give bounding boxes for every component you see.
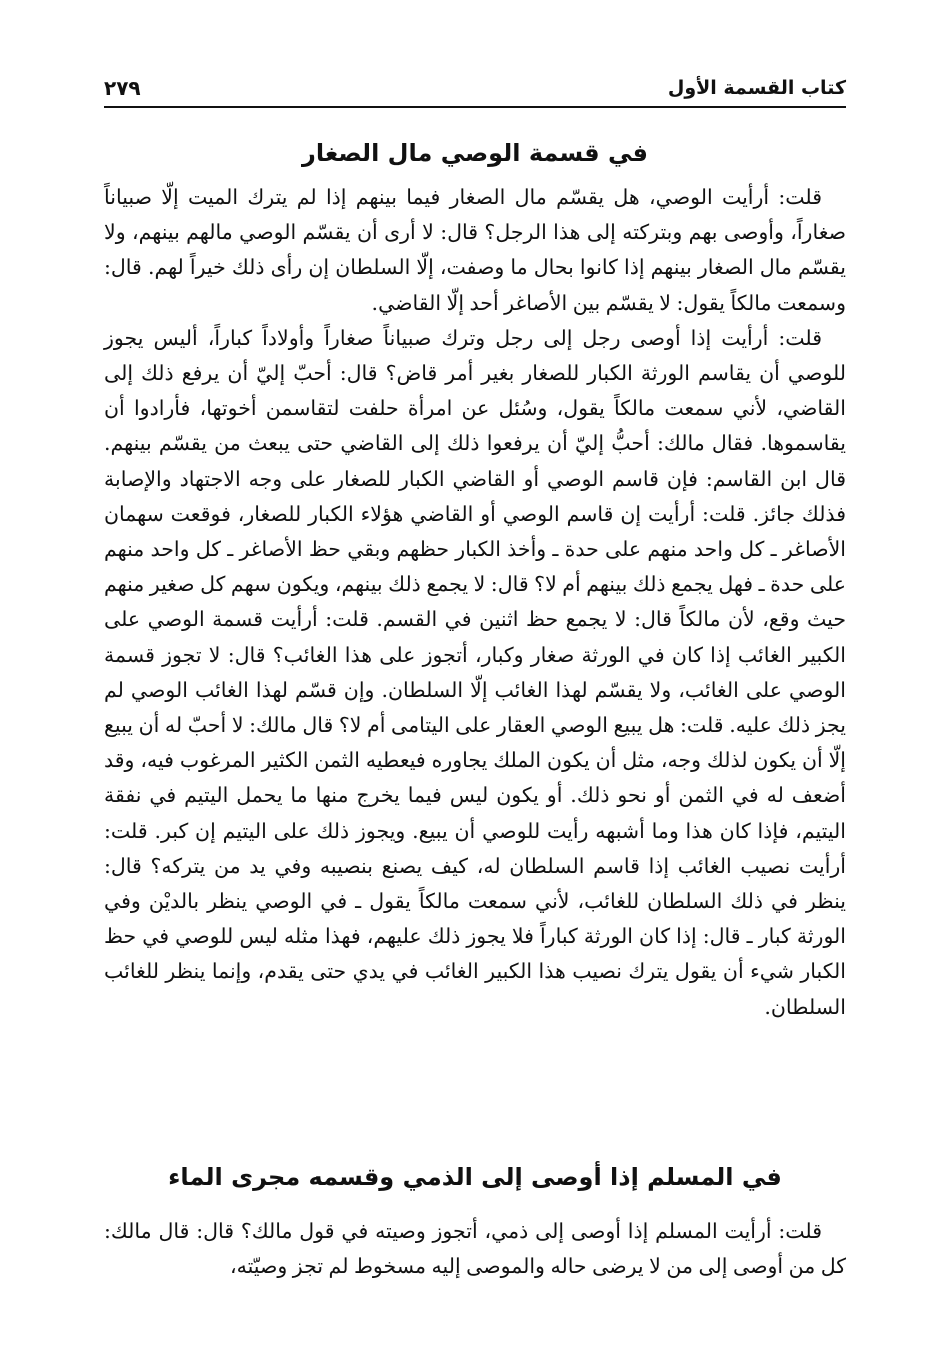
page-header xyxy=(104,70,846,108)
paragraph: قلت: أرأيت إذا أوصى رجل إلى رجل وترك صبياناً صغاراً وأولاداً كباراً، أليس يجوز للوصي أن يقاسم الورثة الكبار للصغار بغير أمر قاض؟ قال: أحبّ إليّ أن يرفع ذلك إلى القاضي، لأني سمعت مالكاً يقول، وسُئل عن امرأة حلفت لتقاسمن أخوتها، فأرادوا أن يقاسموها. فقال مالك: أحبُّ إليّ أن يرفعوا ذلك إلى القاضي حتى يبعث من يقسّم بينهم. قال ابن القاسم: فإن قاسم الوصي أو القاضي الكبار للصغار على وجه الاجتهاد والإصابة فذلك جائز. قلت: أرأيت إن قاسم الوصي أو القاضي هؤلاء الكبار للصغار، فوقعت سهمان الأصاغر ـ كل واحد منهم على حدة ـ وأخذ الكبار حظهم وبقي حظ الأصاغر ـ كل واحد منهم على حدة ـ فهل يجمع ذلك بينهم أم لا؟ قال: لا يجمع ذلك بينهم، ويكون سهم كل صغير منهم حيث وقع، لأن مالكاً قال: لا يجمع حظ اثنين في القسم. قلت: أرأيت قسمة الوصي على الكبير الغائب إذا كان في الورثة صغار وكبار، أتجوز على هذا الغائب؟ قال: لا تجوز قسمة الوصي على الغائب، ولا يقسّم لهذا الغائب إلّا السلطان. وإن قسّم لهذا الغائب الوصي لم يجز ذلك عليه. قلت: هل يبيع الوصي العقار على اليتامى أم لا؟ قال مالك: لا أحبّ له أن يبيع إلّا أن يكون لذلك وجه، مثل أن يكون الملك يجاوره فيعطيه الثمن الكثير المرغوب فيه، وقد أضعف له في الثمن أو نحو ذلك. أو يكون ليس فيما يخرج منها ما يحمل اليتيم في نفقة اليتيم، فإذا كان هذا وما أشبهه رأيت للوصي أن يبيع. ويجوز ذلك على اليتيم إن كبر. قلت: أرأيت نصيب الغائب إذا قاسم السلطان له، كيف يصنع بنصيبه وفي يد من يتركه؟ قال: ينظر في ذلك السلطان للغائب، لأني سمعت مالكاً يقول ـ في الوصي ينظر بالديْن وفي الورثة كبار ـ قال: إذا كان الورثة كباراً فلا يجوز ذلك عليهم، فهذا مثله ليس للوصي في حظ الكبار شيء أن يقول يترك نصيب هذا الكبير الغائب في يدي حتى يقدم، وإنما ينظر للغائب السلطان. xyxy=(104,325,846,1019)
running-title: كتاب القسمة الأول xyxy=(667,77,846,99)
section-body xyxy=(104,1214,846,1284)
paragraph: قلت: أرأيت الوصي، هل يقسّم مال الصغار فيما بينهم إذا لم يترك الميت إلّا صبياناً صغاراً، وأوصى بهم وبتركته إلى هذا الرجل؟ قال: لا أرى أن يقسّم الوصي مالهم بينهم، ولا يقسّم مال الصغار بينهم إذا كانوا بحال ما وصفت، إلّا السلطان إن رأى ذلك خيراً لهم. قال: وسمعت مالكاً يقول: لا يقسّم بين الأصاغر أحد إلّا القاضي. xyxy=(104,185,846,315)
section-body xyxy=(104,180,846,1025)
section-heading: في قسمة الوصي مال الصغار xyxy=(302,139,648,167)
page-number: ٢٧٩ xyxy=(104,76,141,100)
section-heading: في المسلم إذا أوصى إلى الذمي وقسمه مجرى الماء xyxy=(168,1163,782,1191)
paragraph: قلت: أرأيت المسلم إذا أوصى إلى ذمي، أتجوز وصيته في قول مالك؟ قال: قال مالك: كل من أوصى إلى من لا يرضى حاله والموصى إليه مسخوط لم تجز وصيّته، xyxy=(104,1219,846,1279)
